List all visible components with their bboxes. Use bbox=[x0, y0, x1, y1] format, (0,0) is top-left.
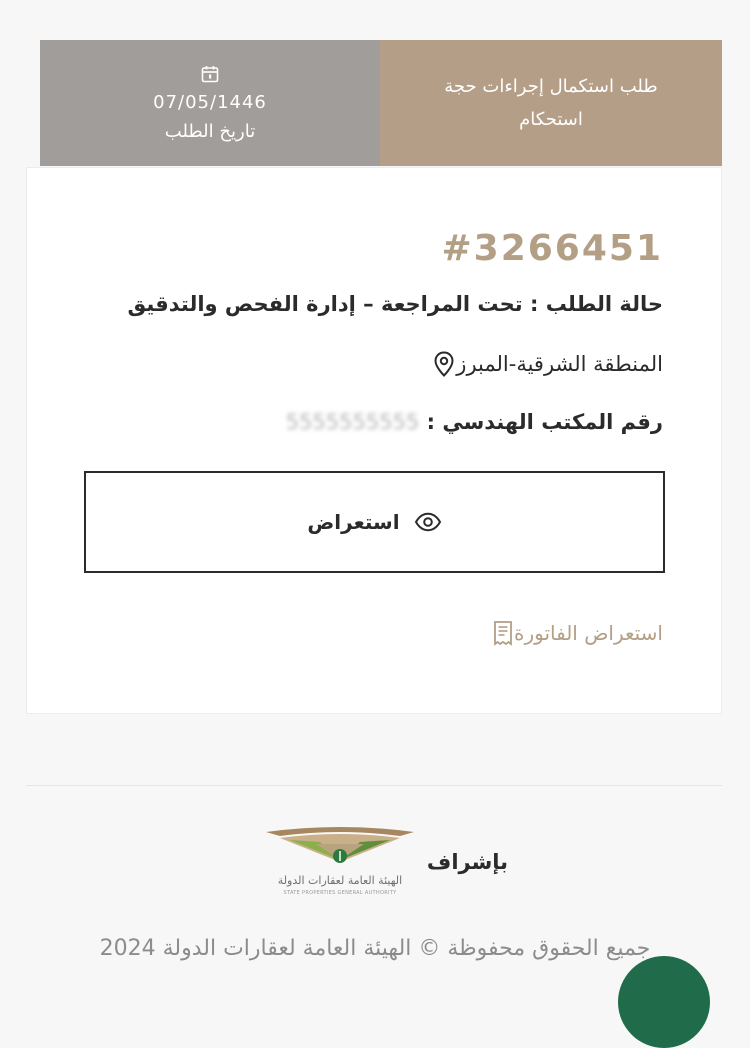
request-type-cell bbox=[380, 40, 722, 166]
status-label: حالة الطلب : bbox=[522, 292, 663, 316]
order-number: #3266451 bbox=[441, 228, 663, 269]
view-invoice-link[interactable] bbox=[482, 620, 663, 646]
chat-button[interactable] bbox=[618, 956, 710, 1048]
logo-name-arabic: الهيئة العامة لعقارات الدولة bbox=[277, 874, 403, 887]
map-pin-icon bbox=[432, 350, 456, 378]
engineering-office bbox=[286, 410, 663, 434]
request-status bbox=[127, 292, 663, 316]
request-date-cell bbox=[40, 40, 380, 166]
copyright-text: جميع الحقوق محفوظة © الهيئة العامة لعقارات الدولة 2024 bbox=[99, 936, 651, 961]
logo-name-english: STATE PROPERTIES GENERAL AUTHORITY bbox=[283, 890, 397, 896]
footer-divider bbox=[26, 785, 722, 786]
supervision-block bbox=[260, 822, 520, 902]
request-header bbox=[40, 40, 722, 166]
view-request-label: استعراض bbox=[307, 510, 400, 534]
office-number: 5555555555 bbox=[285, 410, 420, 434]
request-card bbox=[26, 167, 722, 714]
calendar-icon bbox=[200, 64, 220, 84]
request-location bbox=[422, 350, 663, 378]
view-invoice-label: استعراض الفاتورة bbox=[513, 621, 663, 645]
status-value: تحت المراجعة – إدارة الفحص والتدقيق bbox=[127, 292, 523, 316]
eye-icon bbox=[414, 512, 442, 532]
request-date-value: 07/05/1446 bbox=[153, 92, 267, 113]
office-label: رقم المكتب الهندسي : bbox=[419, 410, 663, 434]
view-request-button[interactable] bbox=[84, 471, 665, 573]
invoice-icon bbox=[492, 620, 514, 646]
request-type-label: طلب استكمال إجراءات حجة استحكام bbox=[444, 76, 658, 130]
supervision-label: بإشراف bbox=[426, 850, 508, 874]
location-text: المنطقة الشرقية-المبرز bbox=[456, 352, 663, 376]
request-date-label: تاريخ الطلب bbox=[164, 121, 256, 142]
